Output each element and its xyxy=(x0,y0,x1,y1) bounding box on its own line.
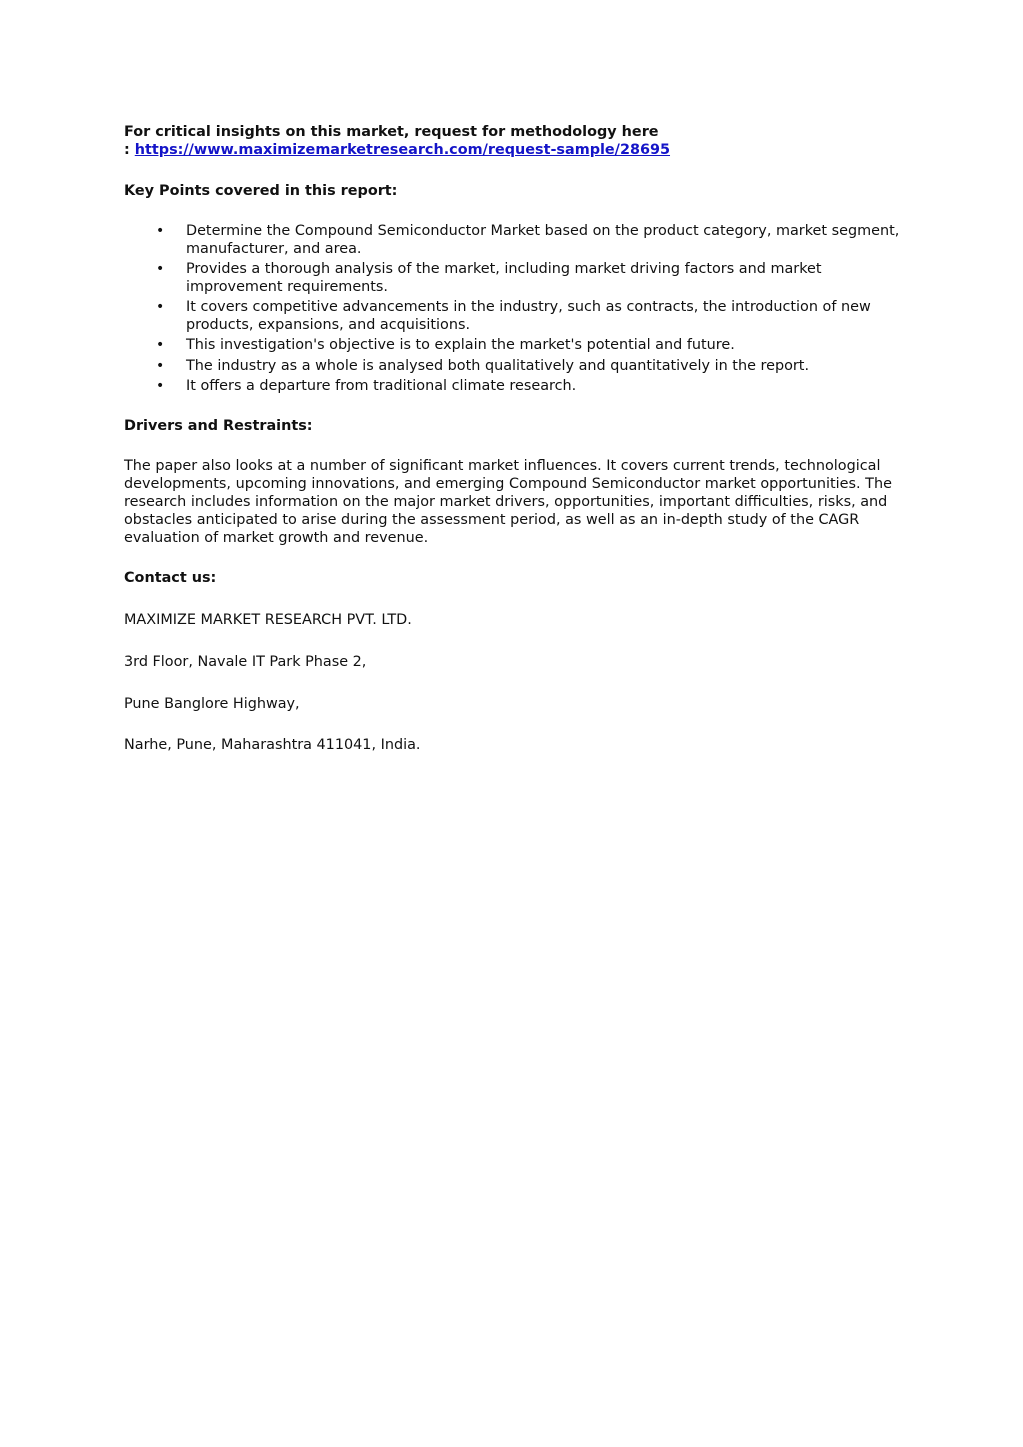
bullet-icon: • xyxy=(156,261,165,278)
methodology-request xyxy=(124,124,914,160)
list-item-text: The industry as a whole is analysed both qualitatively and quantitatively in the report. xyxy=(186,357,810,374)
bullet-icon: • xyxy=(156,299,165,316)
list-item xyxy=(124,223,902,259)
list-item-text: It offers a departure from traditional climate research. xyxy=(186,377,577,394)
drivers-heading: Drivers and Restraints: xyxy=(124,417,313,434)
list-item xyxy=(124,378,902,396)
address-line-3: Narhe, Pune, Maharashtra 411041, India. xyxy=(124,737,421,754)
bullet-icon: • xyxy=(156,357,165,374)
list-item xyxy=(124,261,902,297)
drivers-paragraph: The paper also looks at a number of significant market influences. It covers current trends, technological developments, upcoming innovations, and emerging Compound Semiconductor market opportunities. The research includes information on the major market drivers, opportunities, important difficulties, risks, and obstacles anticipated to arise during the assessment period, as well as an in-depth study of the CAGR evaluation of market growth and revenue. xyxy=(124,458,892,546)
bullet-icon: • xyxy=(156,377,165,394)
link-prefix: : xyxy=(124,141,135,158)
methodology-request-text: For critical insights on this market, request for methodology here xyxy=(124,124,659,140)
list-item xyxy=(124,337,902,355)
company-name: MAXIMIZE MARKET RESEARCH PVT. LTD. xyxy=(124,612,412,629)
bullet-icon: • xyxy=(156,337,165,354)
list-item-text: Provides a thorough analysis of the market, including market driving factors and market improvement requirements. xyxy=(186,261,822,296)
list-item-text: It covers competitive advancements in the industry, such as contracts, the introduction of new products, expansions, and acquisitions. xyxy=(186,299,871,334)
list-item xyxy=(124,358,902,376)
key-points-heading: Key Points covered in this report: xyxy=(124,182,398,199)
list-item xyxy=(124,299,902,335)
address-line-2: Pune Banglore Highway, xyxy=(124,695,300,712)
request-sample-link[interactable]: https://www.maximizemarketresearch.com/request-sample/28695 xyxy=(134,141,671,158)
bullet-icon: • xyxy=(156,223,165,240)
list-item-text: Determine the Compound Semiconductor Market based on the product category, market segment, manufacturer, and area. xyxy=(186,223,900,258)
address-line-1: 3rd Floor, Navale IT Park Phase 2, xyxy=(124,653,367,670)
contact-heading: Contact us: xyxy=(124,570,217,587)
document-page xyxy=(124,124,914,755)
key-points-list xyxy=(124,223,914,395)
list-item-text: This investigation's objective is to explain the market's potential and future. xyxy=(186,337,735,354)
